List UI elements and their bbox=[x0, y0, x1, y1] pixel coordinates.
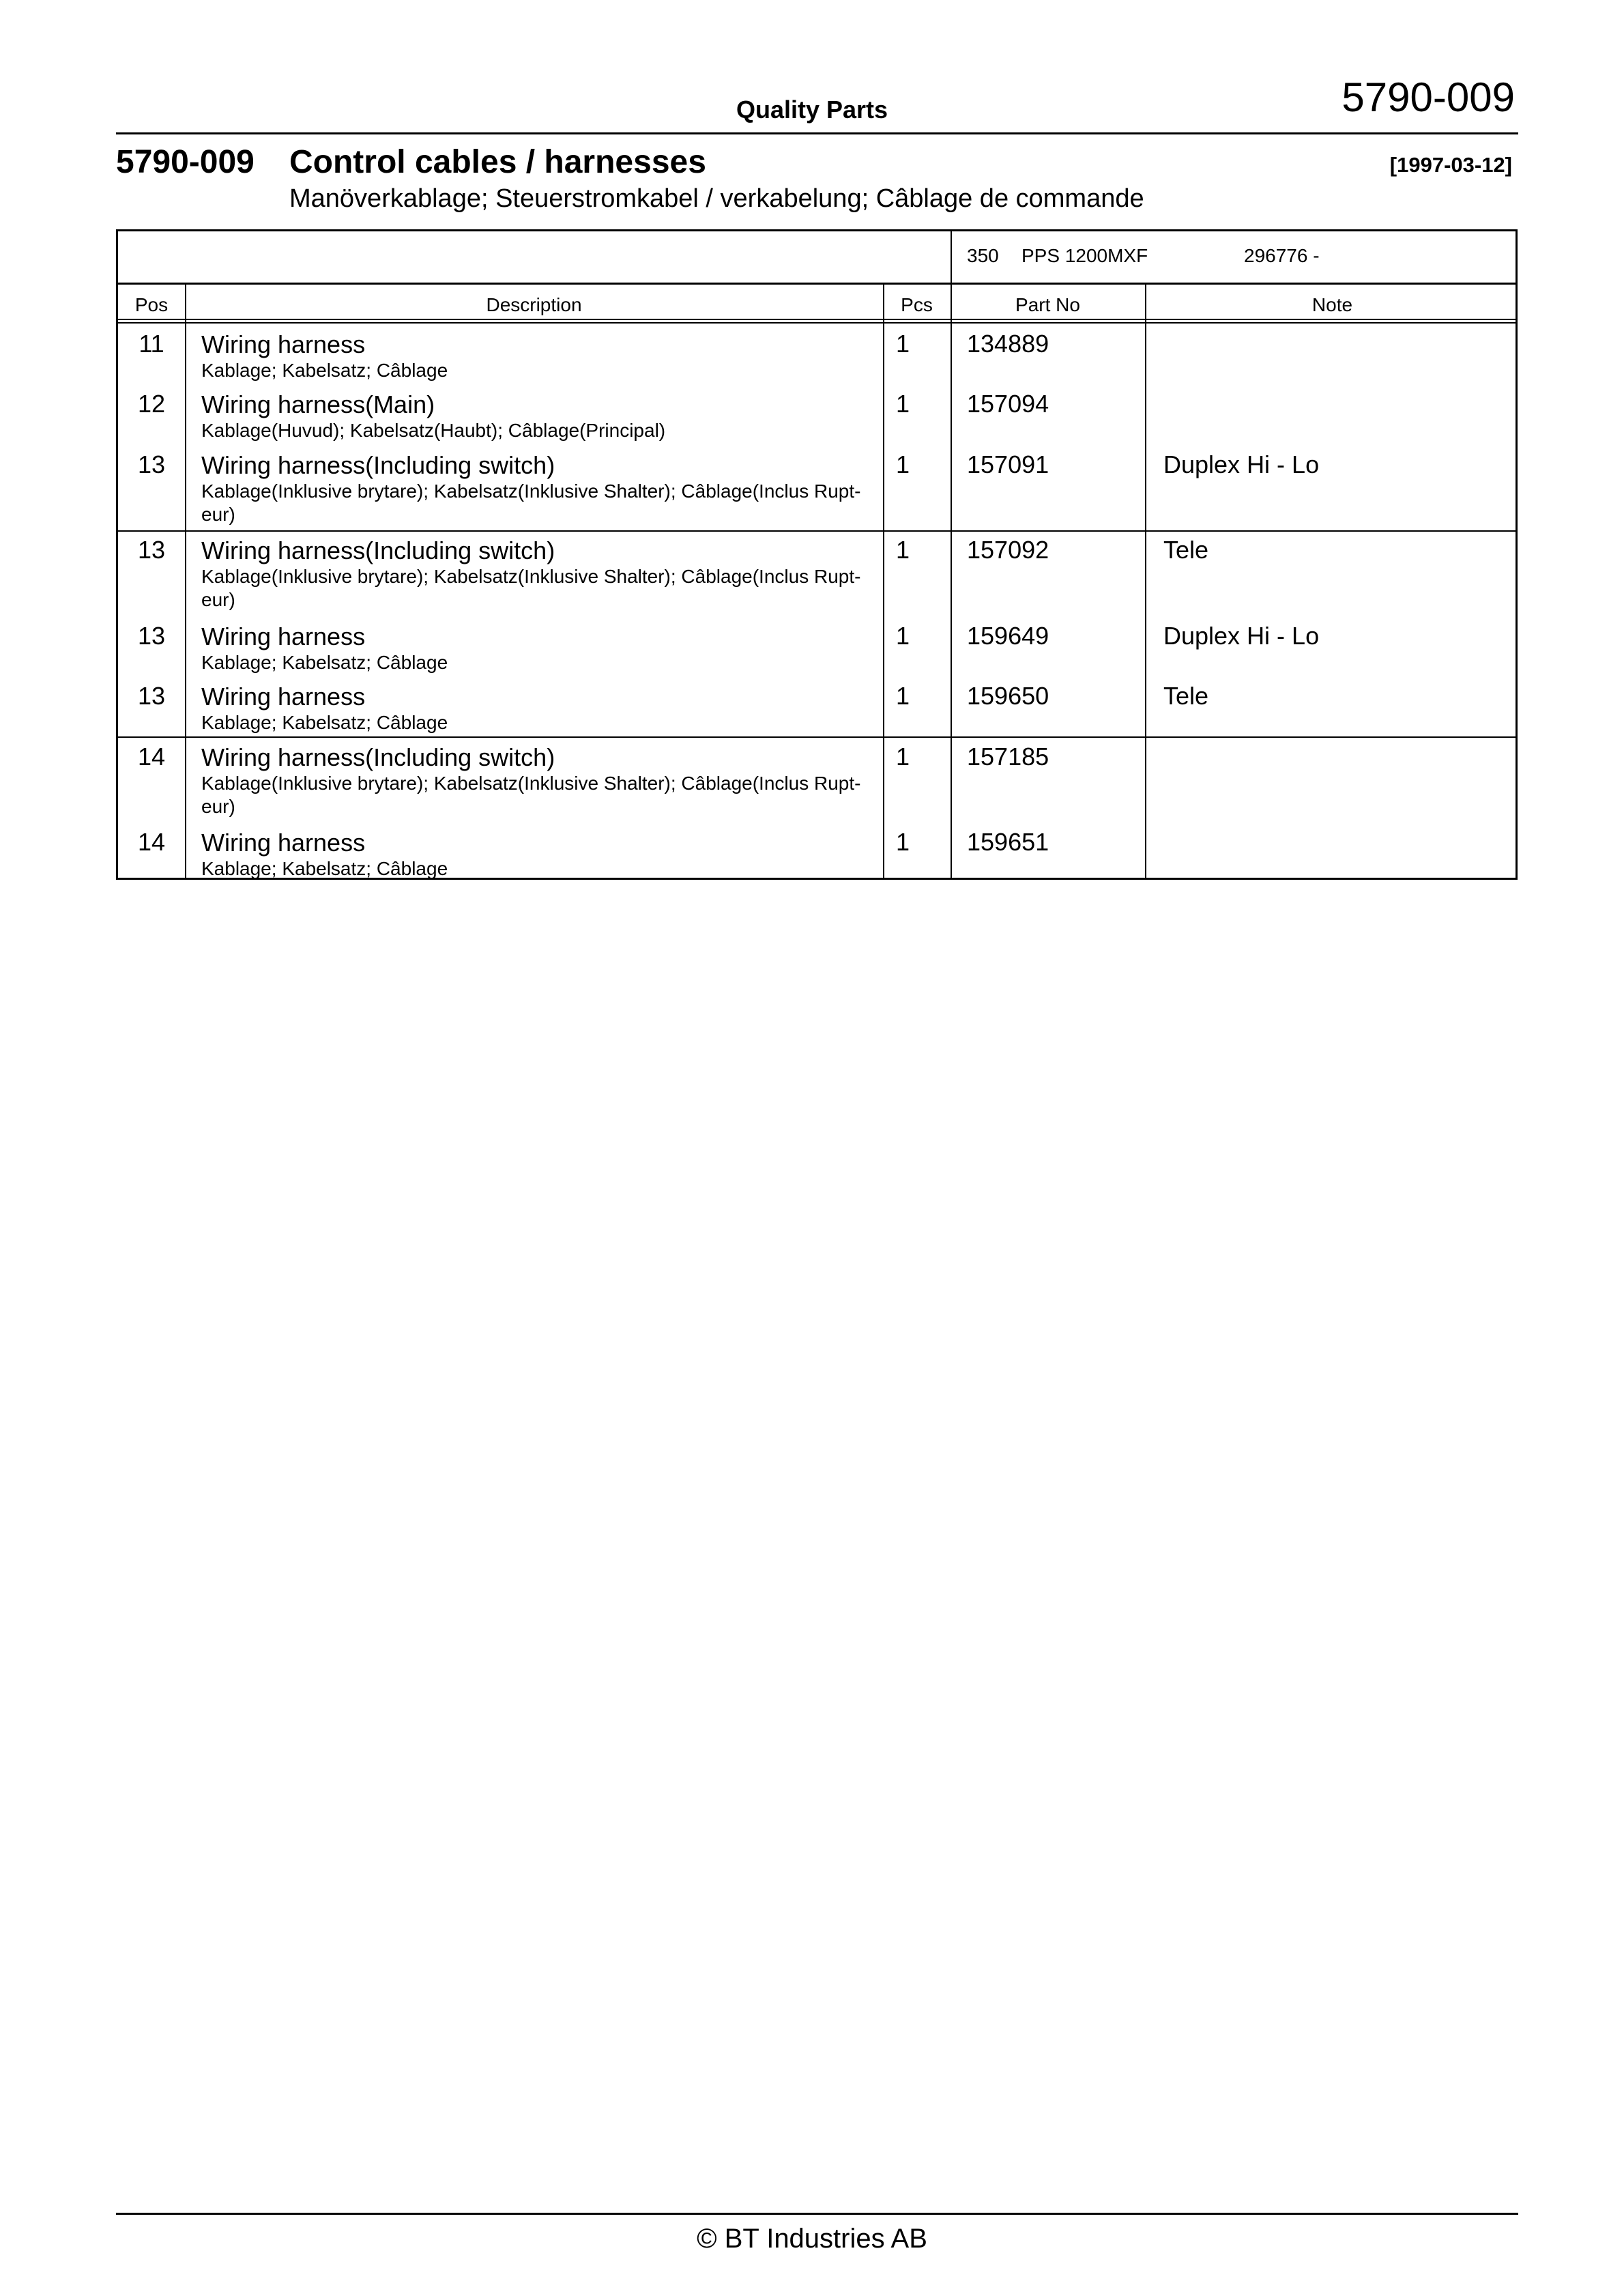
row-desc-translation-cont: eur) bbox=[201, 796, 235, 817]
column-header-pcs: Pcs bbox=[901, 294, 933, 315]
row-desc-main: Wiring harness bbox=[201, 683, 366, 711]
row-pcs: 1 bbox=[896, 536, 910, 564]
section-code: 5790-009 bbox=[116, 144, 255, 180]
row-description bbox=[201, 450, 884, 527]
row-pcs: 1 bbox=[896, 743, 910, 771]
row-part-no[interactable]: 157185 bbox=[967, 743, 1049, 771]
row-desc-translation: Kablage; Kabelsatz; Câblage bbox=[201, 360, 448, 381]
row-description bbox=[201, 536, 884, 612]
row-pos: 13 bbox=[137, 536, 166, 564]
row-desc-translation-cont: eur) bbox=[201, 504, 235, 525]
row-pcs: 1 bbox=[896, 622, 910, 650]
row-note: Tele bbox=[1163, 682, 1209, 710]
row-pos: 12 bbox=[137, 390, 166, 418]
row-desc-translation: Kablage; Kabelsatz; Câblage bbox=[201, 712, 448, 733]
row-pos: 13 bbox=[137, 682, 166, 710]
row-pcs: 1 bbox=[896, 682, 910, 710]
row-desc-translation: Kablage(Huvud); Kabelsatz(Haubt); Câblage(Principal) bbox=[201, 420, 666, 441]
row-pcs: 1 bbox=[896, 330, 910, 358]
row-desc-main: Wiring harness(Main) bbox=[201, 390, 435, 418]
column-divider bbox=[951, 283, 952, 878]
row-desc-main: Wiring harness bbox=[201, 330, 366, 358]
header-divider bbox=[116, 132, 1518, 134]
row-part-no[interactable]: 157092 bbox=[967, 536, 1049, 564]
model-name: PPS 1200MXF bbox=[1021, 245, 1148, 266]
row-part-no[interactable]: 159649 bbox=[967, 622, 1049, 650]
row-part-no[interactable]: 157094 bbox=[967, 390, 1049, 418]
model-serial: 296776 - bbox=[1244, 245, 1320, 266]
model-number: 350 bbox=[967, 245, 999, 266]
row-description bbox=[201, 330, 884, 383]
row-part-no[interactable]: 159651 bbox=[967, 828, 1049, 856]
row-pos: 14 bbox=[137, 828, 166, 856]
column-header-pos: Pos bbox=[134, 294, 169, 315]
column-divider bbox=[185, 283, 186, 878]
page-code: 5790-009 bbox=[1342, 74, 1515, 120]
footer-divider bbox=[116, 2213, 1518, 2215]
footer-copyright: © BT Industries AB bbox=[697, 2224, 927, 2254]
column-header-part-no: Part No bbox=[1015, 294, 1080, 315]
parts-table bbox=[116, 229, 1518, 880]
row-description bbox=[201, 622, 884, 675]
row-desc-main: Wiring harness(Including switch) bbox=[201, 536, 555, 564]
row-pos: 13 bbox=[137, 622, 166, 650]
row-pcs: 1 bbox=[896, 450, 910, 478]
model-row bbox=[118, 231, 1516, 285]
row-desc-translation: Kablage(Inklusive brytare); Kabelsatz(Inklusive Shalter); Câblage(Inclus Rupt- bbox=[201, 566, 861, 587]
row-description bbox=[201, 390, 884, 443]
section-title: Control cables / harnesses bbox=[289, 144, 706, 180]
group-divider bbox=[118, 530, 1516, 532]
row-note: Duplex Hi - Lo bbox=[1163, 622, 1320, 650]
row-pos: 14 bbox=[137, 743, 166, 771]
model-divider bbox=[951, 231, 952, 283]
row-note: Duplex Hi - Lo bbox=[1163, 450, 1320, 478]
row-part-no[interactable]: 134889 bbox=[967, 330, 1049, 358]
section-date: [1997-03-12] bbox=[1389, 153, 1512, 177]
row-desc-translation: Kablage; Kabelsatz; Câblage bbox=[201, 858, 448, 879]
column-header-note: Note bbox=[1311, 294, 1353, 315]
row-desc-translation-cont: eur) bbox=[201, 589, 235, 610]
row-desc-main: Wiring harness bbox=[201, 622, 366, 650]
row-description bbox=[201, 828, 884, 881]
column-divider bbox=[1145, 283, 1146, 878]
header-rule bbox=[118, 319, 1516, 324]
group-divider bbox=[118, 736, 1516, 738]
row-note: Tele bbox=[1163, 536, 1209, 564]
row-pcs: 1 bbox=[896, 828, 910, 856]
row-description bbox=[201, 682, 884, 735]
section-subtitle: Manöverkablage; Steuerstromkabel / verkabelung; Câblage de commande bbox=[289, 184, 1144, 213]
row-desc-translation: Kablage; Kabelsatz; Câblage bbox=[201, 652, 448, 673]
row-part-no[interactable]: 159650 bbox=[967, 682, 1049, 710]
header-title: Quality Parts bbox=[736, 96, 888, 124]
row-part-no[interactable]: 157091 bbox=[967, 450, 1049, 478]
column-header-description: Description bbox=[486, 294, 582, 315]
row-desc-translation: Kablage(Inklusive brytare); Kabelsatz(Inklusive Shalter); Câblage(Inclus Rupt- bbox=[201, 773, 861, 794]
row-desc-main: Wiring harness(Including switch) bbox=[201, 743, 555, 771]
row-description bbox=[201, 743, 884, 819]
row-desc-main: Wiring harness(Including switch) bbox=[201, 451, 555, 479]
row-desc-main: Wiring harness bbox=[201, 829, 366, 857]
row-pcs: 1 bbox=[896, 390, 910, 418]
row-pos: 13 bbox=[137, 450, 166, 478]
row-pos: 11 bbox=[139, 330, 164, 358]
row-desc-translation: Kablage(Inklusive brytare); Kabelsatz(Inklusive Shalter); Câblage(Inclus Rupt- bbox=[201, 480, 861, 502]
